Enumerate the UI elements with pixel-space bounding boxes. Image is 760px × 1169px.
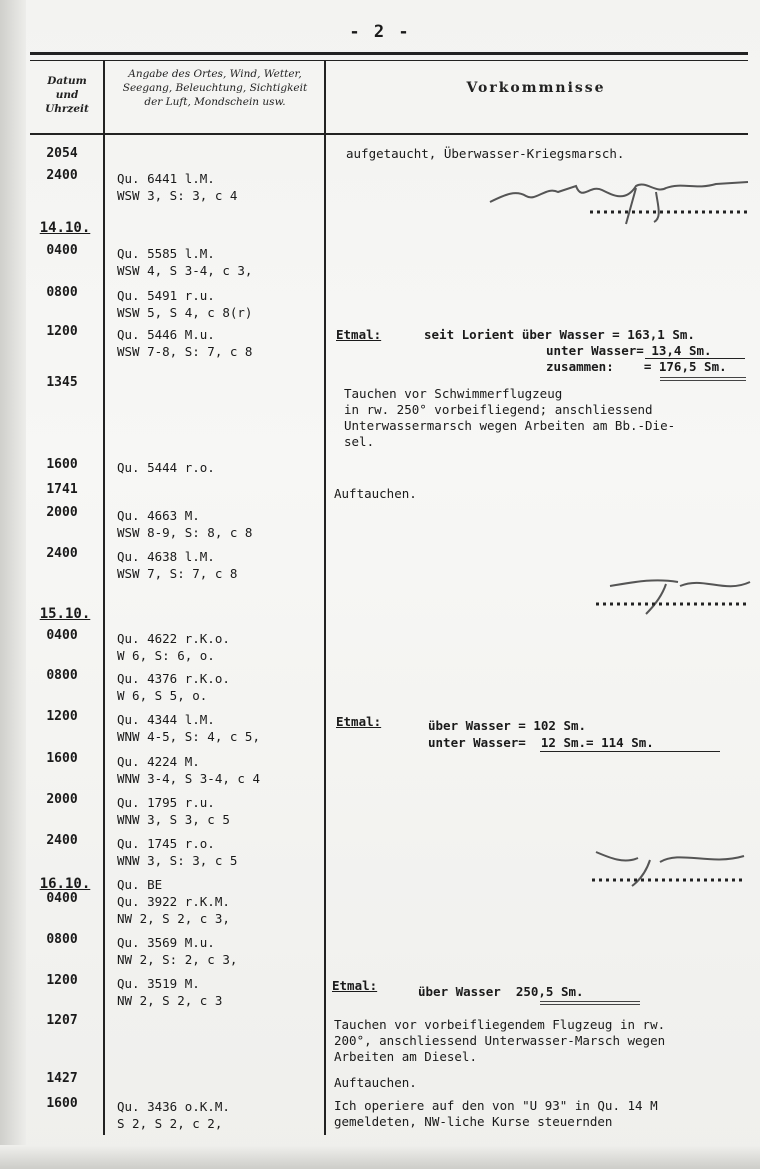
col-divider-2 <box>324 60 326 1135</box>
entry-time: 0800 <box>46 668 78 683</box>
signature-handwritten <box>594 574 754 618</box>
entry-position: Qu. 1795 r.u. WNW 3, S 3, c 5 <box>117 795 230 827</box>
entry-event: aufgetaucht, Überwasser-Kriegsmarsch. <box>346 146 625 161</box>
entry-time: 0400 <box>46 243 78 258</box>
entry-position: Qu. 4224 M. WNW 3-4, S 3-4, c 4 <box>117 754 260 786</box>
entry-position: Qu. 5491 r.u. WSW 5, S 4, c 8(r) <box>117 288 253 320</box>
entry-position: Qu. 5446 M.u. WSW 7-8, S: 7, c 8 <box>117 327 253 359</box>
entry-time: 2400 <box>46 546 78 561</box>
entry-time: 1600 <box>46 751 78 766</box>
entry-time: 1200 <box>46 973 78 988</box>
entry-time: 2054 <box>46 146 78 161</box>
entry-event: Auftauchen. <box>334 486 417 501</box>
sum-double-underline <box>540 1001 640 1002</box>
entry-time: 2000 <box>46 792 78 807</box>
sum-double-underline <box>660 377 746 378</box>
etmal-label: Etmal: <box>336 327 382 342</box>
entry-position: Qu. 6441 l.M. WSW 3, S: 3, c 4 <box>117 171 238 203</box>
sum-underline <box>540 751 720 752</box>
entry-time: 1741 <box>46 482 78 497</box>
entry-time: 1200 <box>46 709 78 724</box>
entry-time: 1600 <box>46 457 78 472</box>
entry-time: 1345 <box>46 375 78 390</box>
entry-position: Qu. 4376 r.K.o. W 6, S 5, o. <box>117 671 230 703</box>
etmal-line: unter Wasser= 12 Sm.= 114 Sm. <box>428 735 654 750</box>
entry-position: Qu. 4663 M. WSW 8-9, S: 8, c 8 <box>117 508 253 540</box>
entry-time: 1200 <box>46 324 78 339</box>
date-heading: 14.10. <box>39 220 91 236</box>
entry-time: 0400 <box>46 891 78 906</box>
entry-position: Qu. BE Qu. 3922 r.K.M. NW 2, S 2, c 3, <box>117 877 230 926</box>
etmal-label: Etmal: <box>332 978 378 993</box>
entry-time: 2400 <box>46 833 78 848</box>
entry-position: Qu. 4622 r.K.o. W 6, S: 6, o. <box>117 631 230 663</box>
entry-time: 0800 <box>46 932 78 947</box>
entry-event: Tauchen vor vorbeifliegendem Flugzeug in rw. 200°, anschliessend Unterwasser-Marsch wegen Arbeiten am Diesel. <box>334 1017 666 1064</box>
entry-position: Qu. 4638 l.M. WSW 7, S: 7, c 8 <box>117 549 238 581</box>
entry-time: 1600 <box>46 1096 78 1111</box>
header-events: Vorkommnisse <box>466 80 606 96</box>
entry-position: Qu. 4344 l.M. WNW 4-5, S: 4, c 5, <box>117 712 260 744</box>
etmal-line: über Wasser 250,5 Sm. <box>418 984 584 999</box>
page-shadow-bottom <box>0 1145 760 1169</box>
etmal-line: unter Wasser= 13,4 Sm. <box>546 343 712 358</box>
header-date-time: Datum und Uhrzeit <box>45 75 89 115</box>
entry-time: 1427 <box>46 1071 78 1086</box>
date-heading: 16.10. <box>39 876 91 892</box>
top-rule-thin <box>30 60 748 61</box>
page-number: - 2 - <box>349 22 411 42</box>
sum-underline <box>645 358 745 359</box>
etmal-label: Etmal: <box>336 714 382 729</box>
etmal-line: seit Lorient über Wasser = 163,1 Sm. <box>424 327 695 342</box>
date-heading: 15.10. <box>39 606 91 622</box>
page-shadow-left <box>0 0 26 1169</box>
etmal-line: zusammen: = 176,5 Sm. <box>546 359 727 374</box>
top-rule <box>30 52 748 55</box>
sum-double-underline <box>540 1004 640 1005</box>
entry-event: Ich operiere auf den von "U 93" in Qu. 14 M gemeldeten, NW-liche Kurse steuernden <box>334 1098 658 1129</box>
col-divider-1 <box>103 60 105 1135</box>
signature-handwritten <box>486 172 756 232</box>
entry-position: Qu. 3569 M.u. NW 2, S: 2, c 3, <box>117 935 238 967</box>
entry-position: Qu. 3519 M. NW 2, S 2, c 3 <box>117 976 223 1008</box>
entry-time: 0400 <box>46 628 78 643</box>
header-rule <box>30 133 748 135</box>
signature-handwritten <box>590 844 750 890</box>
header-place-weather: Angabe des Ortes, Wind, Wetter, Seegang, Beleuchtung, Sichtigkeit der Luft, Mondschein usw. <box>122 68 308 108</box>
entry-position: Qu. 5585 l.M. WSW 4, S 3-4, c 3, <box>117 246 253 278</box>
entry-time: 1207 <box>46 1013 78 1028</box>
entry-time: 2000 <box>46 505 78 520</box>
entry-event: Tauchen vor Schwimmerflugzeug in rw. 250° vorbeifliegend; anschliessend Unterwassermarsch wegen Arbeiten am Bb.-Die- sel. <box>344 386 676 449</box>
entry-position: Qu. 1745 r.o. WNW 3, S: 3, c 5 <box>117 836 238 868</box>
sum-double-underline <box>660 380 746 381</box>
entry-position: Qu. 5444 r.o. <box>117 460 215 475</box>
entry-time: 2400 <box>46 168 78 183</box>
etmal-line: über Wasser = 102 Sm. <box>428 718 587 733</box>
entry-event: Auftauchen. <box>334 1075 417 1090</box>
entry-position: Qu. 3436 o.K.M. S 2, S 2, c 2, <box>117 1099 230 1131</box>
entry-time: 0800 <box>46 285 78 300</box>
